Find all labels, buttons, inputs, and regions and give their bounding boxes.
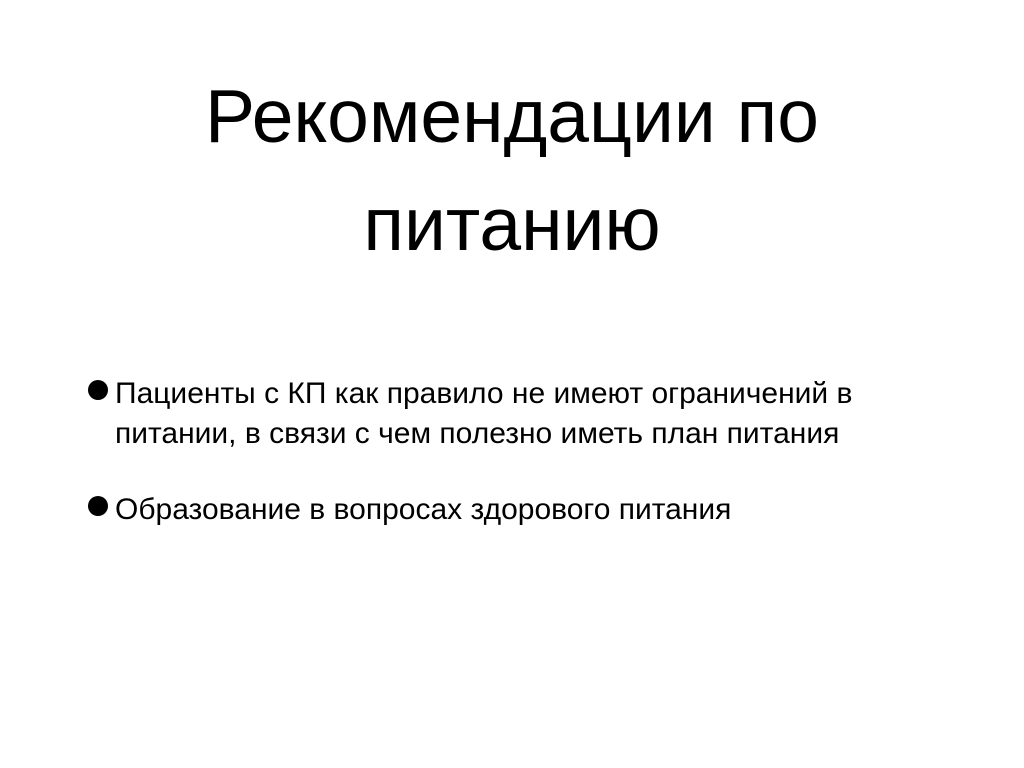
slide-title-line-1: Рекомендации по (205, 74, 819, 158)
bullet-text-line-1: Пациенты с КП как правило не имеют ограничений в (115, 377, 853, 410)
bullet-item-dietary-restrictions (88, 374, 928, 454)
bullet-item-nutrition-education (88, 490, 928, 530)
bullet-text-line-1: Образование в вопросах здорового питания (115, 493, 732, 526)
bullet-dot-icon (88, 380, 108, 400)
bullet-text-line-2: питании, в связи с чем полезно иметь план питания (115, 417, 840, 450)
slide-title-line-2: питанию (363, 182, 661, 266)
bullet-dot-icon (88, 496, 108, 516)
